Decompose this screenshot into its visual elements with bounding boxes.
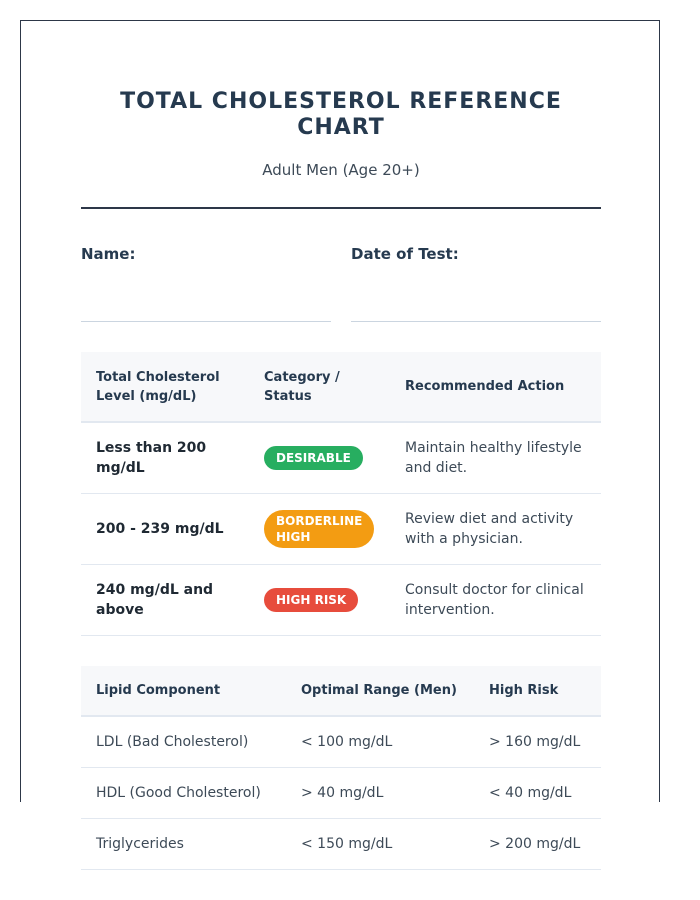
high-risk-cell: > 160 mg/dL — [474, 716, 601, 768]
table-row — [81, 565, 601, 636]
level-cell: 200 - 239 mg/dL — [81, 494, 249, 565]
title-divider — [81, 207, 601, 209]
header-component: Lipid Component — [81, 666, 286, 716]
date-field — [351, 245, 601, 322]
status-badge: DESIRABLE — [264, 446, 363, 470]
lipid-table — [81, 666, 601, 870]
header-status: Category / Status — [249, 352, 390, 422]
action-cell: Maintain healthy lifestyle and diet. — [390, 422, 601, 494]
table-row — [81, 768, 601, 819]
cholesterol-table — [81, 352, 601, 636]
header-optimal: Optimal Range (Men) — [286, 666, 474, 716]
date-input-line[interactable] — [351, 287, 601, 322]
table-row — [81, 819, 601, 870]
sheet-content — [81, 21, 601, 870]
reference-sheet — [20, 20, 660, 852]
table-row — [81, 494, 601, 565]
status-badge: BORDERLINE HIGH — [264, 510, 374, 548]
header-level: Total Cholesterol Level (mg/dL) — [81, 352, 249, 422]
table-row — [81, 422, 601, 494]
high-risk-cell: < 40 mg/dL — [474, 768, 601, 819]
header-action: Recommended Action — [390, 352, 601, 422]
optimal-cell: > 40 mg/dL — [286, 768, 474, 819]
component-cell: Triglycerides — [81, 819, 286, 870]
level-cell: 240 mg/dL and above — [81, 565, 249, 636]
level-cell: Less than 200 mg/dL — [81, 422, 249, 494]
status-badge: HIGH RISK — [264, 588, 358, 612]
table-row — [81, 716, 601, 768]
patient-fields — [81, 245, 601, 322]
action-cell: Consult doctor for clinical intervention. — [390, 565, 601, 636]
name-field — [81, 245, 331, 322]
page-title: TOTAL CHOLESTEROL REFERENCE CHART — [120, 89, 562, 140]
optimal-cell: < 100 mg/dL — [286, 716, 474, 768]
optimal-cell: < 150 mg/dL — [286, 819, 474, 870]
component-cell: LDL (Bad Cholesterol) — [81, 716, 286, 768]
status-cell — [249, 494, 390, 565]
action-cell: Review diet and activity with a physician. — [390, 494, 601, 565]
header-high-risk: High Risk — [474, 666, 601, 716]
status-cell — [249, 565, 390, 636]
table-header-row — [81, 352, 601, 422]
status-cell — [249, 422, 390, 494]
component-cell: HDL (Good Cholesterol) — [81, 768, 286, 819]
table-header-row — [81, 666, 601, 716]
name-label: Name: — [81, 245, 136, 263]
name-input-line[interactable] — [81, 287, 331, 322]
high-risk-cell: > 200 mg/dL — [474, 819, 601, 870]
date-label: Date of Test: — [351, 245, 459, 263]
page-subtitle: Adult Men (Age 20+) — [262, 161, 420, 179]
